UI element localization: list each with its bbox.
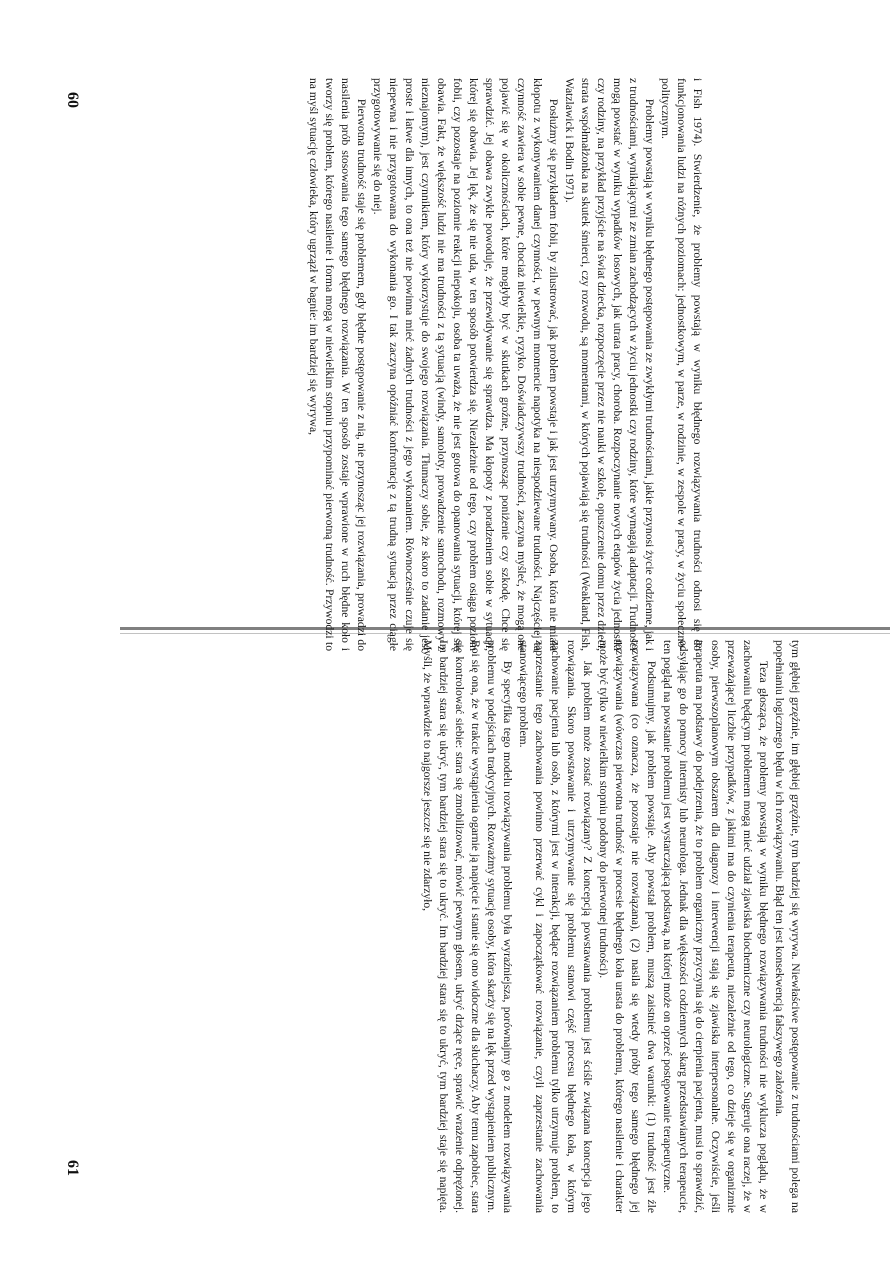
paragraph: Problemy powstają w wyniku błędnego postępowania ze zwykłymi trudnościami, jakie przynosi życie codzienne, jak i z trudnościami, wynikającymi ze zmian zachodzących w życiu jednostki czy rodziny, które wymagają adaptacji. Trudności mogą powstać w wyniku wypadków losowych, jak utrata pracy, choroba. Rozpoczynanie nowych etapów życia jednostki czy rodziny, na przykład przyjście na świat dziecka, rozpoczęcie przez nie nauki w szkole, opuszczenie domu przez dzieci, strata współmałżonka na skutek śmierci, czy rozwodu, są momentami, w których pojawiają się trudności (Weakland, Fish, Watzlawick i Bodin 1971). bbox=[563, 78, 657, 651]
paragraph: Pierwotna trudność staje się problemem, gdy błędne postępowanie z nią, nie przynosząc jej rozwiązania, prowadzi do nasilenia prób stosowania tego samego błędnego rozwiązania. W ten sposób zostaje wprawione w ruch błędne koło i tworzy się problem, którego nasilenie i forma mogą w niewielkim stopniu przypominać pierwotną trudność. Przywodzi to na myśl sytuację człowieka, który ugrzązł w bagnie: im bardziej się wyrywa, bbox=[307, 78, 369, 651]
left-page-text bbox=[15, 78, 705, 651]
paragraph: By specyfika tego modelu rozwiązywania problemu była wyraźniejsza, porównajmy go z modelem rozwiązywania problemu w podejściach tradycyjnych. Rozważmy sytuację osoby, która skarży się na lęk przed wystąpieniem publicznym. Boi się ona, że w trakcie wystąpienia ogarnie ją napięcie i stanie się ono widoczne dla słuchaczy. Aby temu zapobiec, stara się kontrolować siebie: stara się zmobilizować, mówić pewnym głosem, ukryć drżące ręce, sprawić wrażenie odprężonej. Im bardziej stara się ukryć, tym bardziej stara się to ukryć. Im bardziej stara się to ukryć, tym bardziej staje się napięta. Myśli, że wprawdzie to najgorsze jeszcze się nie zdarzyło, bbox=[421, 640, 515, 1213]
paragraph: i Fish 1974). Stwierdzenie, że problemy powstają w wyniku błędnego rozwiązywania trudności odnosi się do funkcjonowania ludzi na różnych poziomach: jednostkowym, w parze, w rodzinie, w zespole w pracy, w życiu społeczno-politycznym. bbox=[659, 78, 704, 651]
paragraph: Posłużmy się przykładem fobii, by zilustrować, jak problem powstaje i jak jest utrzymywany. Osoba, która nie miała kłopotu z wykonywaniem danej czynności, w pewnym momencie napotyka na niespodziewane trudności. Najczęściej ta czynność zawiera w sobie pewne, chociaż niewielkie, ryzyko. Doświadczywszy trudności, zaczyna myśleć, że mogą one pojawić się w okolicznościach, które mogłyby być w skutkach groźne, przynosząc poniżenie czy szkodę. Chce się sprawdzić. Jej obawa zwykle powoduje, że przewidywanie się sprawdza. Ma kłopoty z poradzeniem sobie w sytuacji, której się obawia. Jej lęk, że się nie uda, w ten sposób potwierdza się. Niezależnie od tego, czy problem osiąga poziom fobii, czy pozostaje na poziomie reakcji niepokoju, osoba ta uważa, że nie jest gotowa do opanowania sytuacji, której się obawia. Fakt, że większość ludzi nie ma trudności z tą sytuacją (windy, samoloty, prowadzenie samochodu, rozmowy z nieznajomym), jest czynnikiem, który wykorzystuje do swojego rozwiązania. Tłumaczy sobie, że skoro to zadanie jest proste i łatwe dla innych, to ona też nie powinna mieć żadnych trudności z jego wykonaniem. Równocześnie czuje się niepewna i nie przygotowana do wykonania go. I tak zaczyna opóźniać konfrontację z tą trudną sytuacją przez ciągłe przygotowywanie się do niej. bbox=[371, 78, 561, 651]
paragraph: tym głębiej grzęźnie, im głębiej grzęźnie, tym bardziej się wyrywa. Niewłaściwe postępowanie z trudnościami polega na popełnianiu logicznego błędu w ich rozwiązywaniu. Błąd ten jest konsekwencją fałszywego założenia. bbox=[773, 640, 802, 1213]
paragraph: Jak problem może zostać rozwiązany? Z koncepcją powstawania problemu jest ściśle związana koncepcja jego rozwiązania. Skoro powstawanie i utrzymywanie się problemu stanowi część procesu błędnego koła, w którym zachowanie pacjenta lub osób, z którymi jest w interakcji, będące rozwiązaniem problemu tylko utrzymuje problem, to zaprzestanie tego zachowania powinno przerwać cykl i zapoczątkować rozwiązanie, czyli zaprzestanie zachowania stanowiącego problem. bbox=[517, 640, 595, 1213]
paragraph: Teza głosząca, że problemy powstają w wyniku błędnego rozwiązywania trudności nie wyklucza poglądu, że w zachowaniu będącym problemem mogą mieć udział zjawiska biochemiczne czy neurologiczne. Sugeruje ona raczej, że w przeważającej liczbie przypadków, z jakimi ma do czynienia terapeuta, niezależnie od tego, co dzieje się w organizmie osoby, pierwszoplanowym obszarem dla diagnozy i interwencji stają się zjawiska interpersonalne. Oczywiście, jeśli terapeuta ma podstawy do podejrzenia, że to problem organiczny przyczynia się do cierpienia pacjenta, musi to sprawdzić, odsyłając go do pomocy internisty lub neurologa. Jednak dla większości codziennych skarg przedstawianych terapeucie, ten pogląd na powstanie problemu jest wystarczającą podstawą, na której może on oprzeć postępowanie terapeutyczne. bbox=[661, 640, 771, 1213]
page-number-left: 60 bbox=[64, 92, 81, 108]
page-number-right: 61 bbox=[64, 1160, 81, 1176]
right-page-text bbox=[113, 640, 803, 1213]
paragraph: Podsumujmy, jak problem powstaje. Aby powstał problem, muszą zaistnieć dwa warunki: (1) trudność jest źle rozwiązywana (co oznacza, że pozostaje nie rozwiązana), (2) nasila się wtedy próby tego samego błędnego jej rozwiązywania (wówczas pierwotna trudność w procesie błędnego koła urasta do problemu, którego nasilenie i charakter może być tylko w niewielkim stopniu podobny do pierwotnej trudności). bbox=[597, 640, 659, 1213]
